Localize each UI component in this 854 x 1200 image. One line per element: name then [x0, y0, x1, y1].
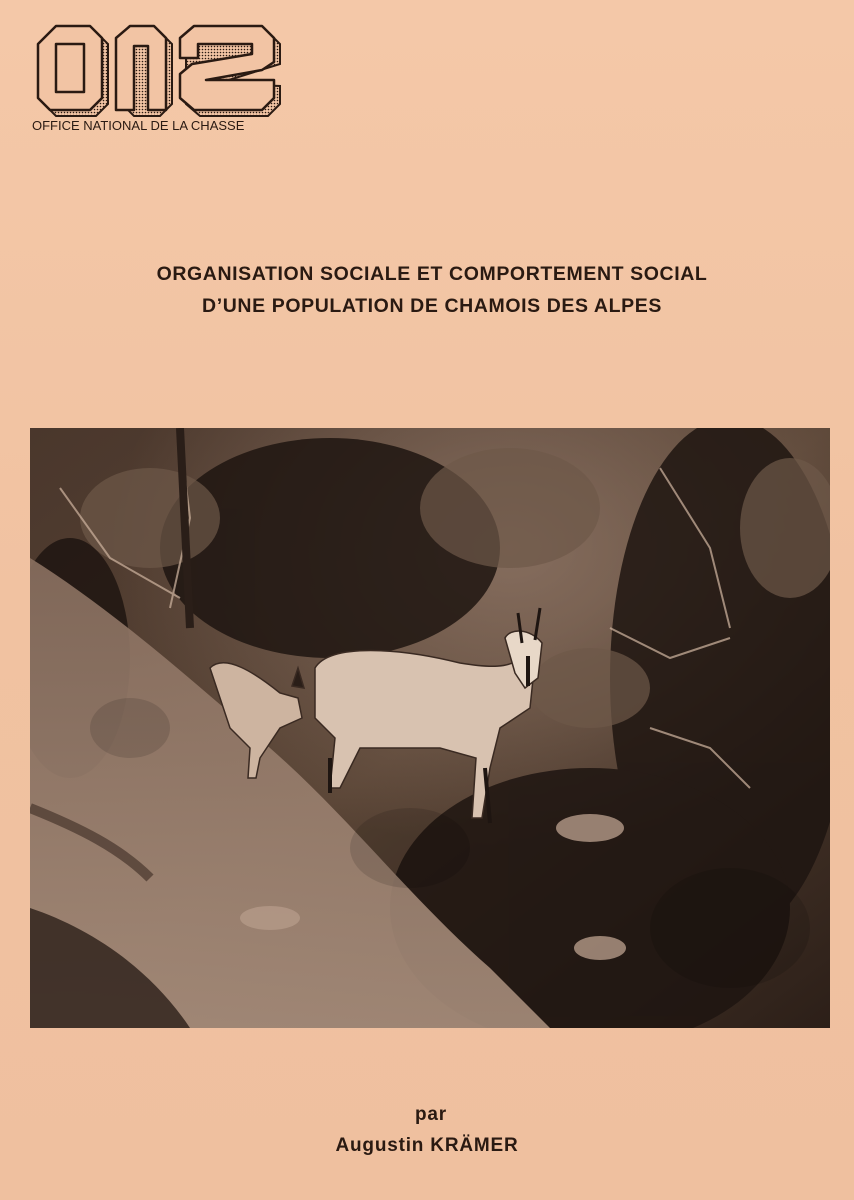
publisher-logo [30, 18, 285, 138]
title-line-2: D’UNE POPULATION DE CHAMOIS DES ALPES [202, 295, 662, 317]
cover-photo [30, 428, 830, 1028]
publisher-name: OFFICE NATIONAL DE LA CHASSE [32, 118, 245, 133]
author-name: Augustin KRÄMER [335, 1135, 519, 1156]
onc-logo-icon [30, 18, 285, 118]
byline-par: par [415, 1104, 447, 1125]
title-line-1: ORGANISATION SOCIALE ET COMPORTEMENT SOCIAL [156, 263, 708, 285]
chamois-photo-image [30, 428, 830, 1028]
